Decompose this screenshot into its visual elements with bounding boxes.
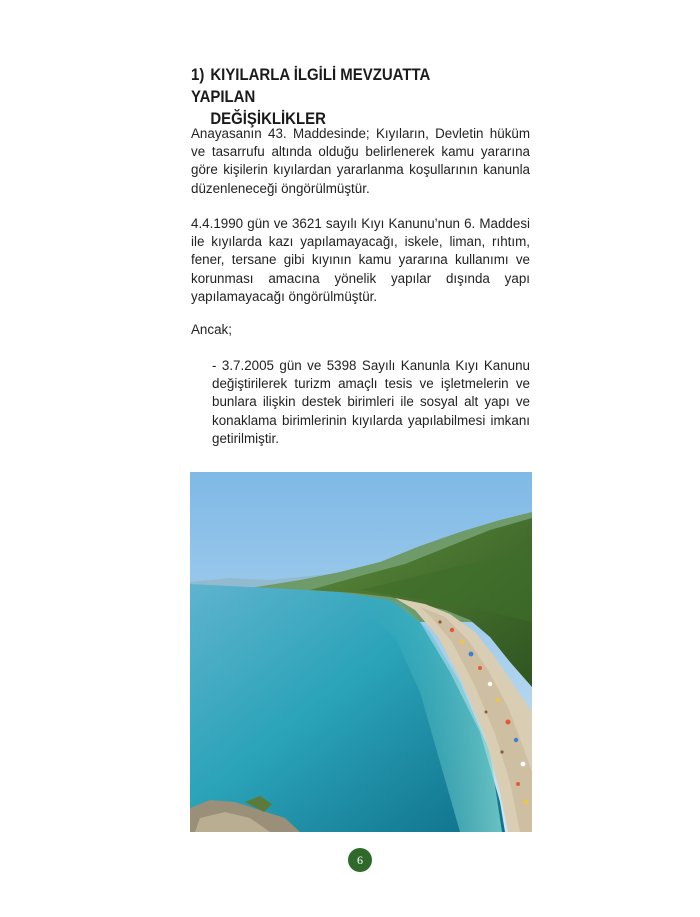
section-number: 1) — [191, 65, 205, 84]
paragraph-constitution: Anayasanın 43. Maddesinde; Kıyıların, Devletin hüküm ve tasarrufu altında olduğu belirlenerek kamu yararına göre kişilerin kıyılardan yararlanma koşullarının kanunla düzenleneceği öngörülmüştür. — [191, 126, 530, 196]
coastline-photo — [190, 472, 532, 832]
section-title-line1: KIYILARLA İLGİLİ MEVZUATTA YAPILAN — [191, 65, 430, 106]
section-title-line2: DEĞİŞİKLİKLER — [210, 109, 326, 128]
page-number-badge: 6 — [348, 848, 372, 872]
bullet-law-amendment: - 3.7.2005 gün ve 5398 Sayılı Kanunla Kıyı Kanunu değiştirilerek turizm amaçlı tesis ve işletmelerin ve bunlara ilişkin destek birimleri ile sosyal alt yapı ve konaklama birimlerinin kıyılarda yapılabilmesi imkanı getirilmiştir. — [212, 358, 530, 446]
section-heading — [191, 64, 495, 130]
paragraph-however: Ancak; — [191, 322, 232, 337]
paragraph-coastal-law: 4.4.1990 gün ve 3621 sayılı Kıyı Kanunu’nun 6. Maddesi ile kıyılarda kazı yapılamayacağı, iskele, liman, rıhtım, fener, tersane gibi kıyının kamu yararına kullanımı ve korunması amacına yönelik yapılar dışında yapı yapılamayacağı öngörülmüştür. — [191, 216, 530, 304]
